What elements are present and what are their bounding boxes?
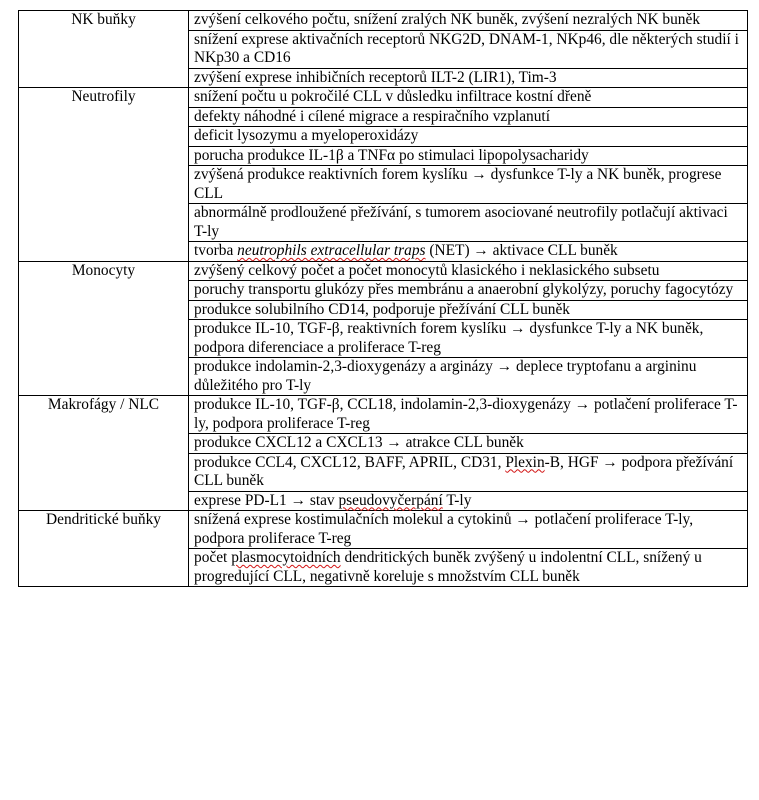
finding-cell [189, 358, 748, 396]
finding-text: snížení počtu u pokročilé CLL v důsledku infiltrace kostní dřeně [194, 88, 592, 105]
finding-text: zvýšení celkového počtu, snížení zralých NK buněk, zvýšení nezralých NK buněk [194, 11, 701, 28]
spellcheck-flagged-text: Plexin [505, 453, 545, 471]
finding-text: produkce indolamin-2,3-dioxygenázy a arginázy → deplece tryptofanu a argininu důležitého pro T-ly [194, 358, 697, 394]
finding-cell [189, 434, 748, 454]
finding-cell [189, 511, 748, 549]
finding-text: produkce IL-10, TGF-β, CCL18, indolamin-2,3-dioxygenázy → potlačení proliferace T-ly, podpora proliferace T-reg [194, 396, 738, 432]
finding-text: produkce CCL4, CXCL12, BAFF, APRIL, CD31, [194, 453, 506, 471]
finding-cell [189, 549, 748, 587]
finding-cell [189, 300, 748, 320]
finding-cell [189, 281, 748, 301]
finding-text: zvýšená produkce reaktivních forem kyslíku → dysfunkce T-ly a NK buněk, progrese CLL [194, 166, 722, 202]
table-row [19, 396, 748, 434]
finding-cell [189, 453, 748, 491]
spellcheck-flagged-text: pseudovyčerpání [338, 491, 443, 509]
table-row [19, 11, 748, 31]
finding-text: počet [194, 549, 232, 566]
cell-type-label: Dendritické buňky [19, 511, 189, 587]
table-row [19, 261, 748, 281]
finding-cell [189, 320, 748, 358]
finding-text: abnormálně prodloužené přežívání, s tumorem asociované neutrofily potlačují aktivaci T-ly [194, 204, 728, 240]
finding-cell [189, 396, 748, 434]
finding-text: tvorba [194, 242, 238, 259]
finding-text: produkce solubilního CD14, podporuje přežívání CLL buněk [194, 300, 571, 318]
finding-text: deficit lysozymu a myeloperoxidázy [194, 127, 419, 144]
table-body [19, 11, 748, 587]
finding-cell [189, 88, 748, 108]
finding-text: zvýšení exprese inhibičních receptorů ILT-2 (LIR1), Tim-3 [194, 68, 557, 86]
spellcheck-flagged-text: neutrophils extracellular traps [237, 242, 426, 259]
finding-text: porucha produkce IL-1β a TNFα po stimulaci lipopolysacharidy [194, 146, 589, 164]
finding-cell [189, 30, 748, 68]
finding-cell [189, 261, 748, 281]
cell-type-label: NK buňky [19, 11, 189, 88]
finding-cell [189, 491, 748, 511]
cell-type-label: Makrofágy / NLC [19, 396, 189, 511]
finding-text: dendritických buněk zvýšený u indolentní CLL, snížený u progredující CLL, negativně koreluje s množstvím CLL buněk [194, 549, 702, 585]
finding-text: snížení exprese aktivačních receptorů NKG2D, DNAM-1, NKp46, dle některých studií i NKp30 a CD16 [194, 30, 739, 66]
finding-text: snížená exprese kostimulačních molekul a cytokinů → potlačení proliferace T-ly, podpora proliferace T-reg [194, 511, 694, 547]
table-row [19, 88, 748, 108]
cell-type-label: Monocyty [19, 261, 189, 396]
finding-text: defekty náhodné i cílené migrace a respiračního vzplanutí [194, 107, 550, 125]
finding-cell [189, 68, 748, 88]
finding-cell [189, 146, 748, 166]
immune-cells-table-container [18, 10, 747, 587]
finding-cell [189, 127, 748, 147]
immune-cells-table [18, 10, 748, 587]
finding-cell [189, 107, 748, 127]
finding-text: (NET) → aktivace CLL buněk [425, 242, 618, 259]
finding-text: zvýšený celkový počet a počet monocytů klasického i neklasického subsetu [194, 261, 660, 279]
finding-cell [189, 11, 748, 31]
finding-text: produkce CXCL12 a CXCL13 → atrakce CLL buněk [194, 434, 524, 451]
finding-cell [189, 166, 748, 204]
finding-cell [189, 242, 748, 262]
spellcheck-flagged-text: plasmocytoidních [231, 549, 341, 566]
table-row [19, 511, 748, 549]
finding-cell [189, 204, 748, 242]
cell-type-label: Neutrofily [19, 88, 189, 262]
finding-text: exprese PD-L1 → stav [194, 491, 339, 509]
finding-text: T-ly [442, 491, 472, 509]
finding-text: poruchy transportu glukózy přes membránu a anaerobní glykolýzy, poruchy fagocytózy [194, 281, 734, 298]
finding-text: produkce IL-10, TGF-β, reaktivních forem kyslíku → dysfunkce T-ly a NK buněk, podpora diferenciace a proliferace T-reg [194, 320, 704, 356]
finding-text: -B, HGF → podpora přežívání CLL buněk [194, 453, 734, 489]
